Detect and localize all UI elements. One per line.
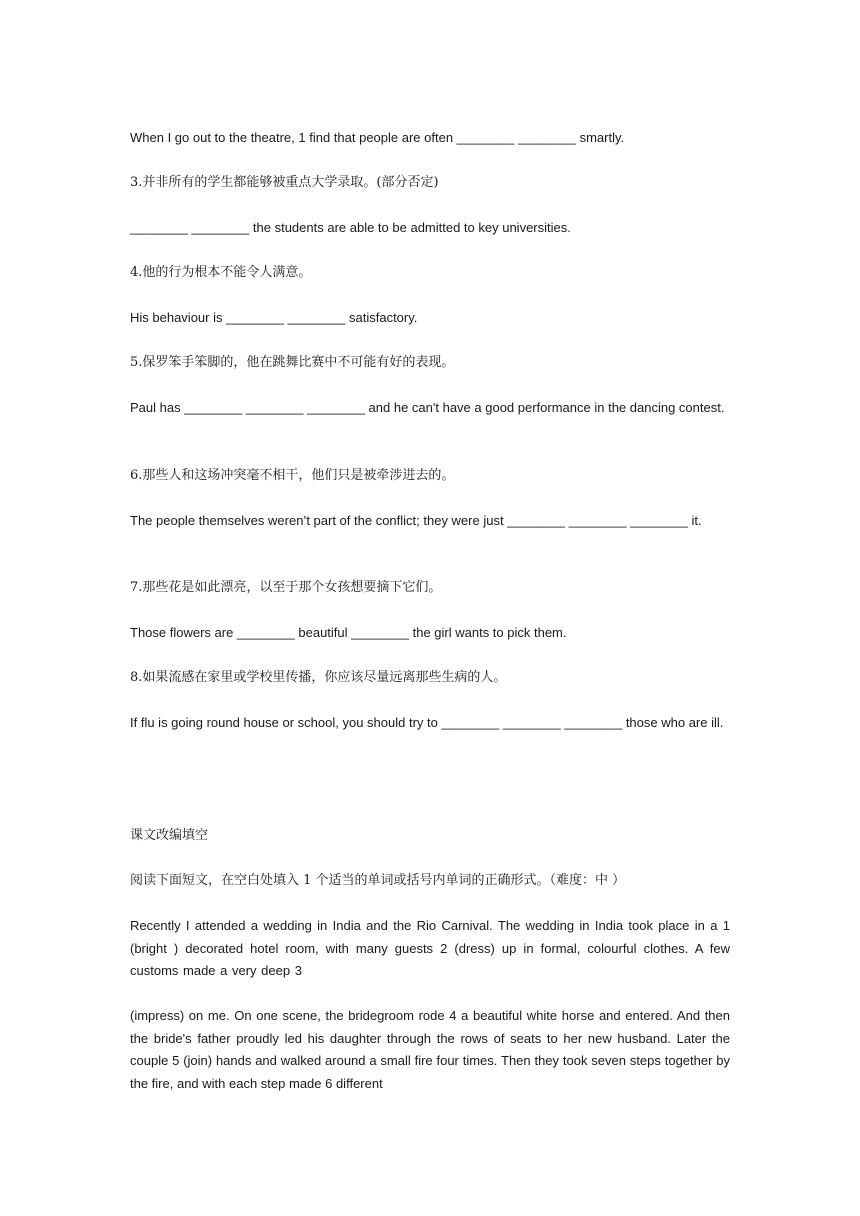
q4-english: His behaviour is ________ ________ satisfactory. [130, 310, 418, 325]
q2-english: When I go out to the theatre, 1 find that people are often ________ ________ smartly. [130, 130, 625, 145]
q5-chinese: 5.保罗笨手笨脚的，他在跳舞比赛中不可能有好的表现。 [130, 355, 455, 370]
q5-english: Paul has ________ ________ ________ and he can't have a good performance in the dancing contest. [130, 400, 725, 415]
q6-chinese: 6.那些人和这场冲突毫不相干，他们只是被牵涉进去的。 [130, 468, 455, 483]
q7-chinese: 7.那些花是如此漂亮，以至于那个女孩想要摘下它们。 [130, 580, 442, 595]
passage-paragraph-1: Recently I attended a wedding in India and the Rio Carnival. The wedding in India took place in a 1 (bright ) decorated hotel room, with many guests 2 (dress) up in formal, colourful clothes. A few customs made a very deep 3 [130, 918, 730, 978]
q4-chinese: 4.他的行为根本不能令人满意。 [130, 265, 312, 280]
section-instruction: 阅读下面短文，在空白处填入 1 个适当的单词或括号内单词的正确形式。（难度：中 ） [130, 873, 626, 888]
q6-english: The people themselves weren’t part of the conflict; they were just ________ ________ ________ it. [130, 513, 702, 528]
q3-english: ________ ________ the students are able to be admitted to key universities. [130, 220, 571, 235]
section-title: 课文改编填空 [130, 828, 209, 843]
q8-chinese: 8.如果流感在家里或学校里传播，你应该尽量远离那些生病的人。 [130, 670, 507, 685]
passage-paragraph-2: (impress) on me. On one scene, the bridegroom rode 4 a beautiful white horse and entered. And then the bride's father proudly led his daughter through the rows of seats to her new husband. Later the couple 5 (join) hands and walked around a small fire four times. Then they took seven steps together by the fire, and with each step made 6 different [130, 1008, 730, 1091]
q3-chinese: 3.并非所有的学生都能够被重点大学录取。(部分否定) [130, 175, 439, 190]
q7-english: Those flowers are ________ beautiful ________ the girl wants to pick them. [130, 625, 567, 640]
q8-english: If flu is going round house or school, you should try to ________ ________ ________ those who are ill. [130, 715, 724, 730]
